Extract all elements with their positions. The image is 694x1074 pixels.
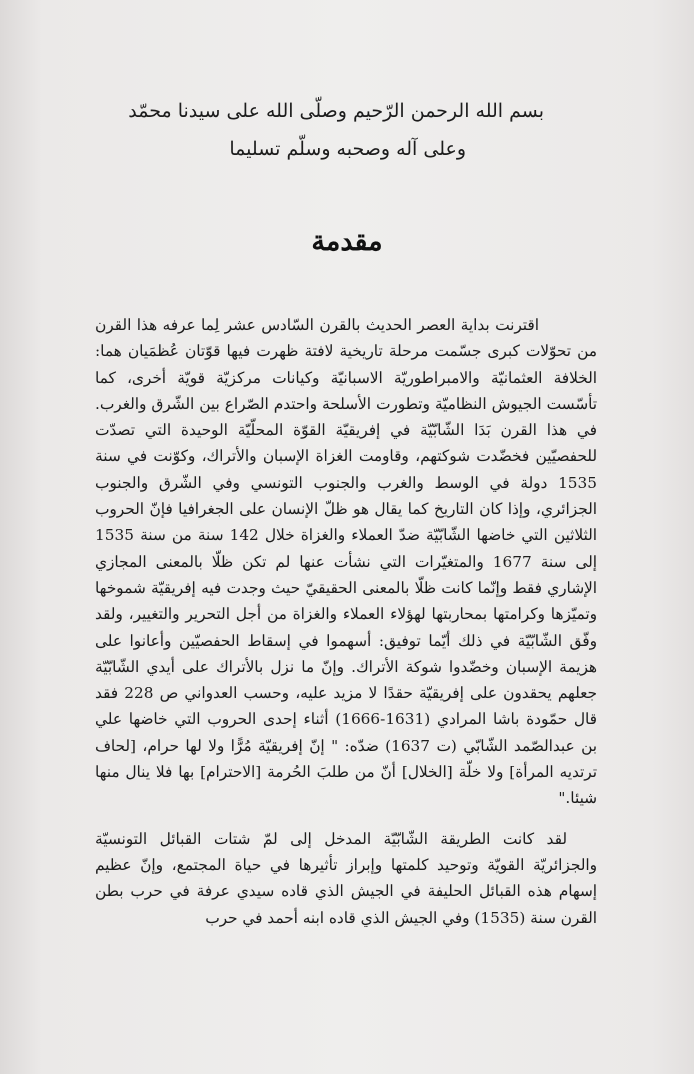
basmala-line-1: بسم الله الرحمن الرّحيم وصلّى الله على سيدنا محمّد bbox=[128, 100, 544, 122]
basmala bbox=[94, 92, 544, 168]
paragraph-2: لقد كانت الطريقة الشّابّيّة المدخل إلى لمّ شتات القبائل التونسيّة والجزائريّة القويّة وتوحيد كلمتها وإبراز تأثيرها في حياة المجتمع، وإنّ عظيم إسهام هذه القبائل الحليفة في الجيش الذي قاده سيدي عرفة في حرب بطن القرن سنة (1535) وفي الجيش الذي قاده ابنه أحمد في حرب bbox=[95, 829, 597, 927]
page-title: مقدمة bbox=[311, 226, 383, 257]
paragraph-1: اقترنت بداية العصر الحديث بالقرن السّادس عشر لِما عرفه هذا القرن من تحوّلات كبرى جسّمت مرحلة تاريخية لافتة ظهرت فيها قوّتان عُظمَيان هما: الخلافة العثمانيّة والامبراطوريّة الاسبانيّة وكيانات مركزيّة قويّة أخرى، كما تأسّست الجيوش النظاميّة وتطورت الأسلحة واحتدم الصّراع بين الشّرق والغرب. في هذا القرن بَدَا الشّابّيّة في إفريقيّة القوّة المحلّيّة الوحيدة التي تصدّت للحفصيّين فخضّدت شوكتهم، وقاومت الغزاة الإسبان والأتراك، وكوّنت في سنة 1535 دولة في الوسط والغرب والجنوب التونسي وفي الشّرق والجنوب الجزائري، وإذا كان التاريخ كما يقال هو ظلّ الإنسان على الجغرافيا فإنّ الحروب الثلاثين التي خاضها الشّابّيّة ضدّ العملاء والغزاة خلال 142 سنة من سنة 1535 إلى سنة 1677 والمتغيّرات التي نشأت عنها لم تكن ظلّا بالمعنى المجازي الإشاري فقط وإنّما كانت ظلّا بالمعنى الحقيقيّ حيث وجدت فيه إفريقيّة شموخها وتميّزها وكرامتها بمحاربتها لهؤلاء العملاء والغزاة من أجل التحرير والتغيير، ولقد وفّق الشّابّيّة في ذلك أيّما توفيق: أسهموا في إسقاط الحفصيّين وأعانوا على هزيمة الإسبان وخضّدوا شوكة الأتراك. وإنّ ما نزل بالأتراك على أيدي الشّابّيّة جعلهم يحقدون على إفريقيّة حقدًا لا مزيد عليه، وحسب العدواني ص 228 فقد قال حمّودة باشا المرادي (1631-1666) أثناء إحدى الحروب التي خاضها علي بن عبدالصّمد الشّابّي (ت 1637) ضدّه: " إنّ إفريقيّة مُرًّا ولا لها حرام، [لحاف ترتديه المرأة] ولا خلّة [الخلال] أنّ من طلبَ الحُرمة [الاحترام] بها فلا ينال منها شيئا." bbox=[95, 316, 597, 808]
basmala-line-2: وعلى آله وصحبه وسلّم تسليما bbox=[229, 138, 466, 160]
body-text bbox=[95, 312, 597, 931]
